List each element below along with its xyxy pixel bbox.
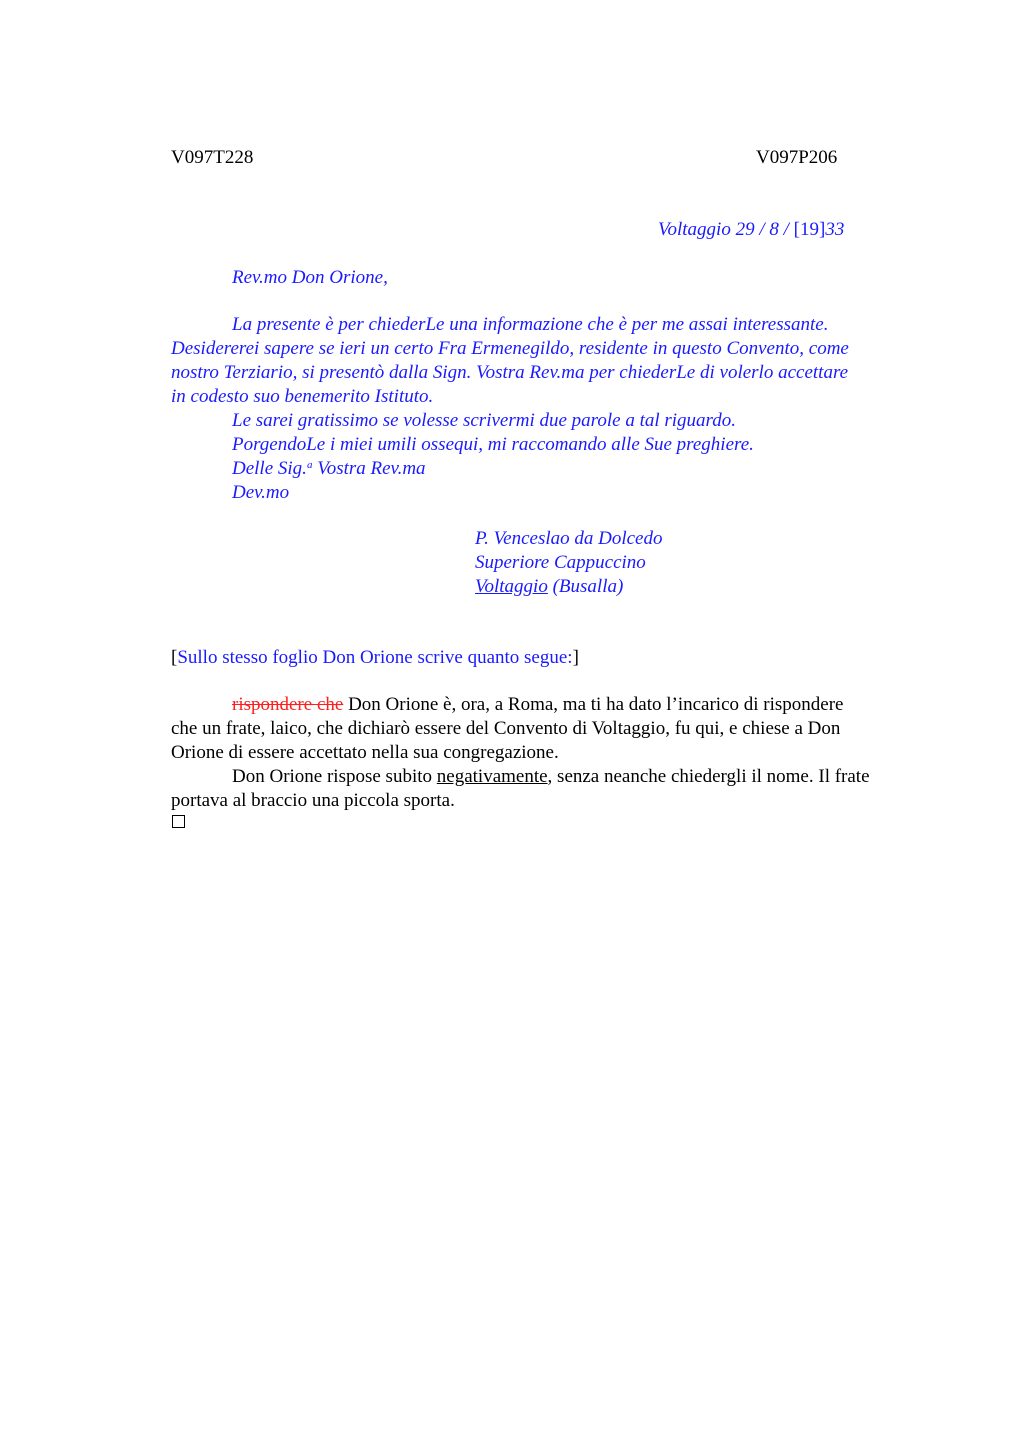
note-bracket-close: ] [572, 647, 579, 668]
letter-body-line: Desidererei sapere se ieri un certo Fra Ermenegildo, residente in questo Convento, come [171, 338, 849, 359]
letter-closing-devmo: Dev.mo [232, 482, 290, 503]
header-code-left: V097T228 [171, 147, 254, 168]
letter-body-line: nostro Terziario, si presentò dalla Sign. Vostra Rev.ma per chiederLe di volerlo accettare [171, 362, 849, 383]
letter-body-line: PorgendoLe i miei umili ossequi, mi raccomando alle Sue preghiere. [232, 434, 754, 455]
date-bracket-close: ] [818, 219, 826, 240]
editorial-note [171, 646, 579, 670]
reply-line1-rest: Don Orione è, ora, a Roma, ma ti ha dato l’incarico di rispondere [343, 694, 844, 715]
reply-line4-post: , senza neanche chiedergli il nome. Il frate [547, 766, 870, 787]
date-bracket-open: [ [788, 219, 800, 240]
signature-name: P. Venceslao da Dolcedo [475, 528, 663, 549]
letter-date [658, 218, 844, 242]
letter-closing [171, 457, 931, 481]
signature-place-rest: (Busalla) [547, 576, 624, 597]
letter-body-line: La presente è per chiederLe una informazione che è per me assai interessante. [232, 314, 829, 335]
note-bracket-open: [ [171, 647, 178, 668]
reply-underlined-word: negativamente [436, 766, 548, 787]
letter-signature [475, 527, 925, 599]
signature-place [475, 575, 925, 599]
reply-line: portava al braccio una piccola sporta. [171, 790, 455, 811]
reply-line: che un frate, laico, che dichiarò essere del Convento di Voltaggio, fu qui, e chiese a Don [171, 718, 841, 739]
date-prefix: Voltaggio 29 / 8 / [658, 219, 789, 240]
signature-place-underlined: Voltaggio [475, 576, 548, 597]
reply-body [171, 693, 931, 813]
date-year: 33 [825, 219, 845, 240]
letter-body-line: Le sarei gratissimo se volesse scrivermi due parole a tal riguardo. [232, 410, 736, 431]
reply-line [171, 693, 931, 717]
letter-body-line: in codesto suo benemerito Istituto. [171, 386, 434, 407]
reply-line [171, 765, 931, 789]
reply-line: Orione di essere accettato nella sua congregazione. [171, 742, 559, 763]
reply-line4-pre: Don Orione rispose subito [232, 766, 437, 787]
closing-post: Vostra Rev.ma [312, 458, 426, 479]
date-century: 19 [799, 219, 819, 240]
letter-body [171, 313, 931, 505]
closing-pre: Delle Sig. [232, 458, 307, 479]
letter-salutation: Rev.mo Don Orione, [232, 267, 388, 288]
struck-text: rispondere che [232, 694, 344, 715]
closing-sup: a [306, 459, 313, 471]
end-square-icon [172, 815, 185, 828]
note-text: Sullo stesso foglio Don Orione scrive quanto segue: [177, 647, 573, 668]
header-code-right: V097P206 [756, 147, 838, 168]
signature-title: Superiore Cappuccino [475, 552, 646, 573]
